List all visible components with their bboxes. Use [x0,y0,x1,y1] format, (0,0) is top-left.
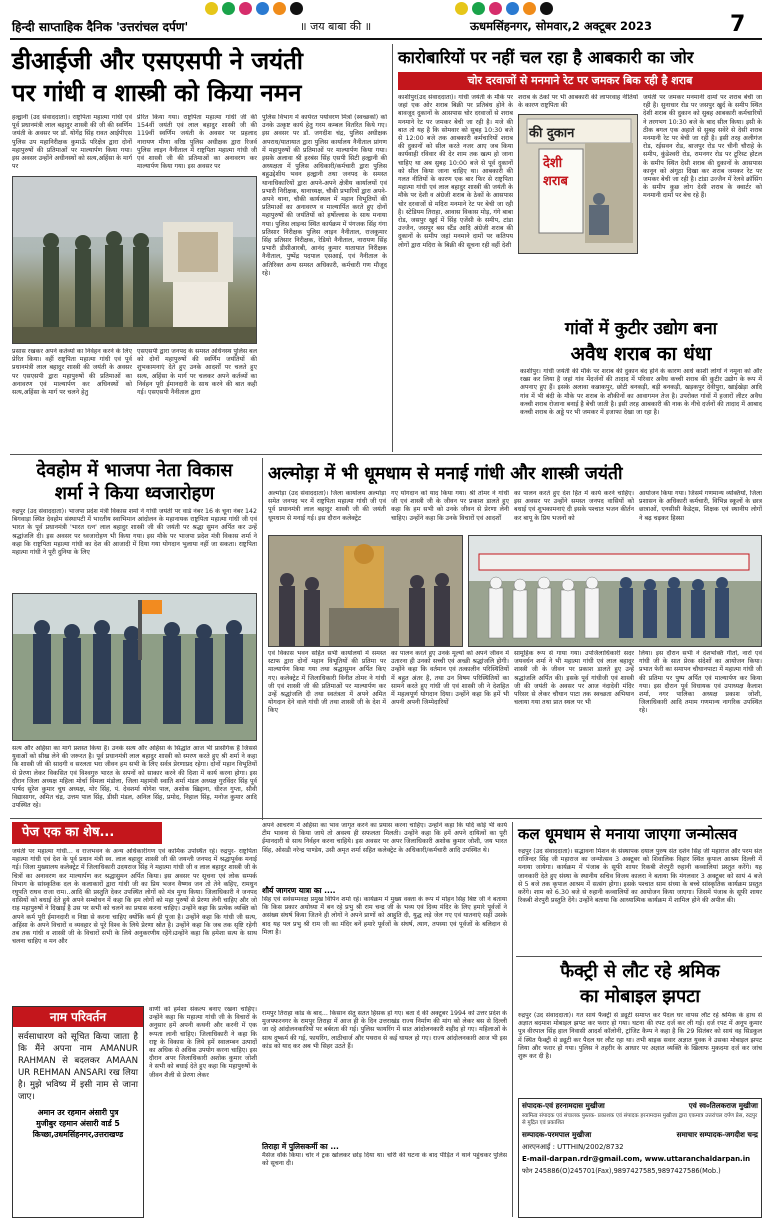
divider-v-2 [262,458,263,820]
photo-liquor-shop [518,114,638,254]
imprint-box [518,1098,762,1218]
headline-dig-ssp-2: पर गांधी व शास्त्री को किया नमन [12,79,302,107]
color-dots [0,0,770,16]
continued-truck-body: मैसेज वॉर्क किया। चोर ने ट्रक खोलकर छोड़ दिया था। चोरी की घटना के बाद पीड़ित ने थाने पहुंचकर पुलिस को सूचना दी। [262,1152,507,1168]
dot-3 [239,2,252,15]
headline-devhom-2: शर्मा ने किया ध्वजारोहण [54,483,215,504]
photo-dig-ceremony [12,176,257,344]
dot-1 [205,2,218,15]
headline-mobile-2: का मोबाइल झपटा [580,986,700,1007]
name-change-body: सर्वसाधारण को सूचित किया जाता है कि मैंने अपना नाम AMANUR RAHMAN से बदलकर AMAAN UR REHMAN ANSARI रख लिया है। मुझे भविष्य में इसी नाम से जाना जाए। [18,1032,138,1102]
dig-col-1: हल्द्वानी (उद संवाददाता)। राष्ट्रपिता महात्मा गांधी एवं पूर्व प्रधानमंत्री लाल बहादुर शास्त्री की जी की स्वर्णिम जयंती के अवसर पर डॉ. योगेंद्र सिंह रावत आईपीएस पुलिस उप महानिरीक्षक कुमाऊँ परिक्षेत्र द्वारा दोनों महापुरुषों की प्रतिमाओं पर माल्यार्पण किया गया। इस अवसर उन्होंने अधीनस्थों को सत्य,अहिंसा के मार्ग पर [12,114,132,171]
shop-sign-2: देशी शराब [543,156,568,189]
imprint-body: स्वामित्व संपादक एवं संचालक पुस्तक- प्रकाशक एवं संपादक हरनामदास मुखीजा द्वारा एकमात्र उत्तरांचल दर्पण प्रेस, रुद्रपुर से मुद्रित एवं प्रकाशित [522,1113,758,1126]
mobile-body: रुद्रपुर (उद संवाददाता)। गत सायं फैक्ट्री से ड्यूटी समाप्त कर पैदल घर वापस लौट रहे श्रमिक के हाथ से अज्ञात बदमाश मोबाइल झपट कर फरार हो गया। घटना की रपट दर्ज कर ली गई। दर्ज रपट में अनूप कुमार पुत्र वीरपाल सिंह हाल निवासी आदर्श कॉलोनी, ट्रांजिट कैम्प ने कहा है कि 29 सितंबर को सायं वह सिडकुल में स्थित फैक्ट्री से ड्यूटी कर पैदल घर लौट रहा था। तभी बाइक सवार अज्ञात युवक ने उसका मोबाइल झपट लिया और फरार हो गया। पुलिस ने तहरीर के आधार पर अज्ञात व्यक्ति के खिलाफ मुकदमा दर्ज कर जांच शुरू कर दी है। [518,1012,762,1061]
photo-almora-procession-illustration [469,536,762,647]
almora-col-2: गए योगदान को याद किया गया। श्री तोमर ने गांधी जी एवं शास्त्री जी के जीवन पर प्रकाश डालते हुए कहा कि हम सभी को उनके जीवन से प्रेरणा लेनी चाहिए। उन्होंने कहा कि उनके विचारों एवं आदर्शों [391,490,509,522]
dot-4 [256,2,269,15]
divider-v-3 [512,822,513,1217]
name-change-signoff-1: अमान उर रहमान अंसारी पुत्र [37,1108,119,1117]
headline-devhom-1: देवहोम में भाजपा नेता विकास [36,460,233,481]
shop-sign-1: की दुकान [529,126,575,141]
imprint-sub-editor: सम्पादक-परमपाल मुखीजा [522,1130,592,1139]
name-change-signoff-3: किच्छा,उधमसिंहनगर,उत्तराखण्ड [32,1130,124,1139]
almora-b-2: का पालन करते हुए उनके मूल्यों को अपने जीवन में उतारना ही उनको सच्ची एवं अच्छी श्रद्धांजलि होगी। उन्होंने कहा कि वर्तमान एवं तत्कालीन परिस्थितियों में बहुत अंतर है, तथा उन विषम परिस्थितियों का सामने करते हुए गांधी जी एवं शास्त्री जी ने देशहित में महत्वपूर्ण योगदान दिया। उन्होंने कहा कि हमें भी अपनी अपनी जिम्मेदारियों [391,650,509,707]
subhead-abkari: चोर दरवाजों से मनमाने रेट पर जमकर बिक रही है शराब [398,72,762,90]
dot-5 [273,2,286,15]
continued-col-2: अपने आचरण में अहिंसा का भाव जागृत करने का प्रयास करना चाहिए। उन्होंने कहा कि यदि कोई भी कार्य टीम भावना से किया जाये तो अवश्य ही सफलता मिलती। उन्होंने कहा कि हमें अपने दायित्वों का पूरी ईमानदारी से साथ निर्वहन करना चाहिये। इस अवसर पर अपर जिलाधिकारी अशोक कुमार जोशी, जय भारत सिंह, ओसडी नरेन्द्र पाण्डेय, उसी अमृत शर्मा सहित कलेक्ट्रेट के अधिकारी/कर्मचारी आदि उपस्थित थे। [262,822,507,854]
continued-b-body: सिंह एवं सर्वसम्मवक्ष प्रमुख विपिन शर्मा रहे। कार्यक्रम में मुख्य वक्ता के रूप में मोहन सिंह बिष्ट जी ने बताया कि किस प्रकार अयोध्या में बन रहे प्रभु श्री राम चन्द्र जी के भव्य एवं दिव्य मंदिर के लिए हमारे पूर्वजों ने असंख्य संघर्ष किया जितने ही लोगों ने अपने प्राणों को आहुति दी, युद्ध लड़े जेल गए एवं यातनाएं सहीं उसके बाद यह पल प्रभु श्री राम जी का मंदिर बनें हमारे पूर्वजों के संघर्ष, त्याग, तपस्या एवं पूर्वजों के बलिदान से मिला है। [262,896,507,936]
paper-name: हिन्दी साप्ताहिक दैनिक 'उत्तरांचल दर्पण' [12,20,189,34]
headline-kuteer-2: अवैध शराब का धंधा [570,343,712,365]
continued-truck-head: तिराहा में पुलिसकर्मी का ... [262,1142,339,1151]
dig-col-2: प्रेरित किया गया। राष्ट्रपिता महात्मा गांधी जी की 154वीं जयंती एवं लाल बहादुर शास्त्री जी की 119वीं स्वर्णिम जयंती के अवसर पर प्रहलाद नारायण मीणा वरिष्ठ पुलिस अधीक्षक द्वारा रिजर्व पुलिस लाइन नैनीताल में राष्ट्रपिता महात्मा गांधी जी एवं शास्त्री जी की प्रतिमाओं का अनावरण कर माल्यार्पण किया गया। इस अवसर पर [137,114,257,171]
place-date: ऊधमसिंहनगर, सोमवार,2 अक्टूबर 2023 [470,19,652,33]
continued-bottom: रामपुर तिराहा कांड के बाद... किसान सेतु सतत हिंसक हो गए। बता दें की अक्टूबर 1994 को उत्तर प्रदेश के मुजफ्फरनगर के रामपुर तिराहा में आज ही के दिन उत्तराखंड राज्य निर्माण की मांग को लेकर बस से दिल्ली जा रहे आंदोलनकारियों पर बर्बरता की गई। पुलिस फायरिंग में सात आंदोलनकारी शहीद हो गए। महिलाओं के साथ दुष्कर्म की गई, फायरिंग, लाठीचार्ज और पथराव से कई घायल हो गए। राज्य आंदोलनकारी आज भी इस कांड को याद कर अब भी सिहर उठते हैं। [262,1010,507,1050]
page-number: 7 [730,12,746,37]
dot-7 [455,2,468,15]
photo-devhom-illustration [13,594,257,741]
center-motto: ॥ जय बाबा की ॥ [300,20,372,33]
imprint-line-1 [522,1101,758,1111]
imprint-founder: एवं स्व०तिलकराज मुखीजा [688,1101,758,1110]
headline-janmotsav: कल धूमधाम से मनाया जाएगा जन्मोत्सव [518,825,738,843]
name-change-box [12,1006,144,1218]
divider-h-2 [10,818,762,819]
almora-b-4: लिया। इस दौरान सभी ने देशभक्ति गीतों, नारों एवं गांधी जी के सात प्रेरक संदेशों का आयोजन किया। प्रभात फेरी का समापन चौघानपाटा में महात्मा गांधी जी की प्रतिमा पर पुष्प अर्पित एवं माल्यार्पण कर किया गया। इस दौरान पूर्व विधायक एवं उपाध्यक्ष कैलाश शर्मा, नगर पालिका अध्यक्ष प्रकाश जोशी, जिलाधिकारी आदि तमाम गणमान्य नागरिक उपस्थित रहे। [639,650,762,715]
headline-abkari: कारोबारियों पर नहीं चल रहा है आबकारी का जोर [398,48,694,67]
name-change-signoff-2: मुजीबुर रहमान अंसारी वार्ड 5 [36,1119,120,1128]
dot-10 [506,2,519,15]
dig-col-1b: प्रसास रखकर अपने कर्तव्यों का निर्वहन करने के लिए प्रेरित किया। वहीं राष्ट्रपिता महात्मा गांधी एवं पूर्व प्रधानमंत्री लाल बहादुर शास्त्री की जयंती के अवसर पर एसएसपी द्वारा महापुरुषों की प्रतिमाओं का अनावरण एवं माल्यार्पण कर अधिनस्थों को सत्य,अहिंसा के मार्ग पर चलने हेतु [12,348,132,397]
imprint-rni: आरएनआई : UTTHIN/2002/8732 [522,1143,624,1151]
almora-col-1: अल्मोड़ा (उद संवाददाता)। जिला कार्यालय अल्मोड़ा समेत जनपद भर में राष्ट्रपिता महात्मा गांधी जी एवं पूर्व प्रधानमंत्री लाल बहादुर शास्त्री जी की जयंती धूमधाम से मनाई गई। इस दौरान कलेक्ट्रेट [268,490,386,522]
continued-col-1: जयंती पर महात्मा गांधी... व राजभवन के अन्य अधिकारीगण एवं कार्मिक उपस्थित रहे। रुद्रपुर- राष्ट्रपिता महात्मा गांधी एवं देश के पूर्व प्रधान मंत्री स्व. लाल बहादुर शास्त्री जी की जयन्ती जनपद में श्रद्धापूर्वक मनाई गई। जिला मुख्यालय कलेक्ट्रेट में जिलाधिकारी उदयराज सिंह ने महात्मा गांधी जी व लाल बहादुर शास्त्री जी के चित्रों का अनावरण कर माल्यार्पण कर श्रद्धासुमन अर्पित किया। इस अवसर पर सूचना एवं लोक सम्पर्क विभाग के सांस्कृतिक दल के कलाकारों द्वारा गांधी जी का प्रिय भजन वैष्णव जन तो तेने कहिए, रामधुन रघुपति राघव राजा राम।..आदि की प्रस्तुति देकर उपस्थित लोगों को मंत्र मुग्ध किया। जिलाधिकारी ने जनपद वासियों को बधाई देते हुये अपने सम्बोधन में कहा कि हम लोगों को महा पुरुषों से प्रेरणा लेनी चाहिए और जो राह महापुरुषों ने दिखाई है उस पर सभी को चलने का प्रयास करना चाहिए। उन्होंने कहा कि प्रत्येक व्यक्ति को अपने कर्म पूरी ईमानदारी व निष्ठा से करना चाहिए क्योंकि कर्म ही पूजा है। उन्होंने कहा कि गांधी जी सत्य, अहिंसा के अपने विचारों व व्यवहार से पूरे विश्व के लिये प्रेरणा स्रोत है। उन्होंने कहा कि जब तक सृष्टि रहेगी तब तक गांधी व शास्त्री जी के विचारों सभी के लिये अनुकरणीय रहेंगे।उन्होंने कहा कि हमेशा सत्य के साथ चलना चाहिए व मन और [12,848,257,946]
divider-v-1 [392,44,393,452]
dot-11 [523,2,536,15]
devhom-body-2: सत्य और अहिंसा का मार्ग प्रशस्त किया है। उनके सत्य और अहिंसा के सिद्धांत आज भी प्रासंगिक हैं जिससे युवाओं को सीख लेने की जरूरत है। पूर्व प्रधानमंत्री लाल बहादुर शास्त्री को स्मरण करते हुए श्री शर्मा ने कहा कि शास्त्री जी की सादगी व सरलता भरा जीवन हम सभी के लिए सर्वत्र प्रेरणाप्रद रहेगा। दोनों महान विभूतियों से प्रेरणा लेकर विकसित एवं विश्वगुरु भारत के सपनों को साकार करने की दिशा में कार्य करना होगा। इस दौरान जिला अध्यक्ष महिला मोर्चा विमला मंडोला, जिला महामंत्री स्वाति शर्मा मंडल अध्यक्ष गुरविंदर सिंह पूर्व पार्षद सुरेश कुमार चुघ अध्यक्ष, मोर सिंह, पं. देवशर्मा योगेश पाल, अशोक खिद्दाना, धीरज गुप्ता, सौवी विद्यासागर, अमित चंद्र, उत्तम पाल सिंह, डीसी मंडल, अनिल सिंह, प्रमोद, निहाल सिंह, मनोज कुमार आदि उपस्थित रहे। [12,745,257,810]
headline-dig-ssp-1: डीआईजी और एसएसपी ने जयंती [12,47,303,75]
headline-mobile-1: फैक्ट्री से लौट रहे श्रमिक [560,961,720,982]
photo-dig-illustration [13,177,257,344]
continued-b-head: शौर्य जागरण यात्रा का .... [262,886,336,895]
imprint-line-2 [522,1130,758,1140]
almora-col-3: का पालन करते हुए देश हित में कार्य करने चाहिए। इस अवसर पर उन्होंने समस्त जनपद वासियों को बधाई एवं शुभकामनाएं दी इसके पश्चात भजन कीर्तन कर बापू के प्रिय भजनों को [514,490,634,522]
dot-6 [290,2,303,15]
almora-b-1: एवं विकास भवन सहित सभी कार्यालयों में समस्त स्टाफ द्वारा दोनों महान विभूतियों की प्रतिमा पर माल्यार्पण किया गया तथा श्रद्धासुमन अर्पित किए गए। कलेक्ट्रेट में जिलाधिकारी विनीत तोमर ने गांधी जी एवं शास्त्री जी की प्रतिमाओं पर माल्यार्पण कर उन्हें श्रद्धांजलि दी तथा स्वतंत्रता में अपने अमित योगदान देने वाले गांधी जी तथा शास्त्री जी के देश में किए [268,650,386,715]
dot-9 [489,2,502,15]
almora-b-3: सामूहिक रूप से गाया गया। उपजिलाधिकारी सदर जयवर्धन शर्मा ने भी महात्मा गांधी एवं लाल बहादुर शास्त्री जी के जीवन पर प्रकाश डालते हुए उन्हें श्रद्धांजलि अर्पित की। इसके पूर्व गांधीजी एवं शास्त्री जी की जयंती के अवसर पर आज नंदादेवी मंदिर परिसर से लेकर चौघान पाटा तक स्वच्छता अभियान चलाया गया तथा प्रात स्थल पर भी [514,650,634,707]
dig-col-3: पुलिस विभाग में कार्यरत पर्यावरण मित्रों (स्वच्छकों) को उनके उत्कृष्ट कार्य हेतु गरम कम्बल वितरित किये गए। इस अवसर पर डॉ. जगदीश चंद्र, पुलिस अधीक्षक अपराध/यातायात द्वारा पुलिस कार्यालय नैनीताल प्रांगण में महापुरुषों की प्रतिमाओं पर माल्यार्पण किया गया। इसके अलावा श्री हरबंस सिंह एसपी सिटी हल्द्वानी की अध्यक्षता में पुलिस अधिकारी/कर्मचारी द्वारा पुलिस बहुउद्देशीय भवन हल्द्वानी तथा जनपद के समस्त थानाधिकारियों द्वारा अपने-अपने क्षेत्रीय कार्यालयों एवं प्रभारी निरीक्षक, थानाध्यक्ष, चौकी प्रभारियों द्वारा अपने-अपने थाना, चौकी कार्यस्थल में महान विभूतियों की प्रतिमाओं का अनावरण व माल्यार्पित करते हुए दोनों महापुरुषों की जयंतियों को हर्षोल्लास के साथ मनाया गया। पुलिस लाइन्स स्थित कार्यक्रम में पंगजक सिंह गंगा प्रतिसार निरीक्षक पुलिस लाइन नैनीताल, राजकुमार सिंह प्रतिसार निरीक्षक, रेडियो नैनीताल, नारायण सिंह प्रभारी डीसीआरबी, आनंद कुमार यातायात निरीक्षक नैनीताल, पुष्पेंद्र पदपाल एसआई, एवं नैनीताल के अतिरिक्त अन्य समस्त अधिकारी, कर्मचारी गण मौजूद रहे। [262,114,387,277]
header-rule [10,38,762,40]
abkari-col-1: शराब के ठेकों पर भी आबकारी की लापरवाह नीतियों के कारण राष्ट्रपिता की [518,94,638,110]
kuteer-body: काशीपुर। गांधी जयंती की मौके पर शराब की दुकान बंद होने के कारण आधे काशी लोगों ने नमूना को और रख्स कर लिया है जहां गांव मेंदर्जनों की तादाद में परिवार अवैध कच्ची शराब की कुटीर उद्योग के रूप में अपनाए हुए हैं। इसके अलावा कन्नाकपुर, छोटी बनकड़ी, बड़ी बनकड़ी, खड़कपुर देवीपुरा, खाईखेड़ा आदि गांव में भी बंदी के मौके पर शराब के शौकीनों का आवागमन तेज है। उपरोक्त गांवों में हजारों लीटर अवैध कच्ची शराब रोजाना बनाई है बेची जाती है। इसी तरह आबकारी की नाक के नीचे दर्जनों की तादाद में आबाद कच्ची शराब के अड्डे पर भी जमकर में इजाफा देखा जा रहा है। [520,368,762,417]
dot-2 [222,2,235,15]
imprint-editor: संपादक-एवं हरनामदास मुखीजा [522,1101,605,1110]
divider-h-1 [10,454,762,455]
section-title-continued: पेज एक का शेष... [12,822,162,844]
continued-middle: वाणी को हमेशा संकल्प बनाए रखना चाहिए। उन्होंने कहा कि महात्मा गांधी जी के विचारों के अनुसार हमें अपनी कथनी और करनी में एक रूपता लानी चाहिए। जिलाधिकारी ने कहा कि राष्ट्र के विकास के लिये हमें स्वालम्बन उत्पादों का अधिक से अधिक उपयोग करना चाहिए। इस दौरान अपर जिलाधिकारी अशोक कुमार जोशी ने सभी को बधाई देते हुए कहा कि महापुरुषों के जीवन शैली से प्रेरणा लेकर [149,1006,257,1079]
almora-col-4: आयोजन किया गया। जिसमें गणमान्य व्यक्तियों, जिला प्रशासन के अधिकारी कर्मचारी, विभिन्न स्कूलों के छात्र छात्राओं, एनसीसी कैडेट्स, शिक्षक एवं स्थानीय लोगों ने बढ़ चढ़कर हिस्सा [639,490,762,522]
janmotsav-body: रुद्रपुर (उद संवाददाता)। सद्भावना मिशन के संस्थापक दयाल पुरुष संत दर्शन सिंह जी महाराज और परम संत राजिन्दर सिंह जी महाराज का जन्मोत्सव 3 अक्टूबर को शिवालिक विहार स्थित कृपाल आश्रम दिल्ली में मनाया जायेगा। कार्यक्रम में पंजाब के सूफी शायर रिकबी शेरपुरी रुहानी कव्वालियां प्रस्तुत करेंगे। यह जानकारी देते हुए संस्था के स्थानीय सचिव विजय कालरा ने बताया कि मंगलवार 3 अक्टूबर को सायं 4 बजे से 5 बजे तक कृपाल आश्रम में सत्संग होगा। इसके पश्चात साम संध्या के बच्चे सांस्कृतिक कार्यक्रम प्रस्तुत करेंगे। शाम को 6.30 बजे से रुहानी कव्वालियों का आयोजन किया जाएगा। जिसमें पंजाब के सूफी शायर रिकबी शेरपुरी प्रस्तुति देंगे। उन्होंने बताया कि आध्यात्मिक कार्यक्रम में शामिल होने की अपील की। [518,848,762,905]
dot-8 [472,2,485,15]
imprint-email: E-mail-darpan.rdr@gmail.com, www.uttaranchaldarpan.in [522,1155,751,1163]
name-change-title: नाम परिवर्तन [13,1007,143,1027]
dig-col-2b: एसएसपी द्वारा जनपद के समस्त अधिनस्थ पुलिस बल को दोनों महापुरुषों की स्वर्णिम जयंतियों की शुभकामनाएं देते हुए उनके आदर्शों पर चलते हुए सत्य, अहिंसा के मार्ग पर चलकर अपने कर्तव्यों का निर्वहन पूरी ईमानदारी के साथ करने की बात कही गई। एसएसपी नैनीताल द्वारा [137,348,257,397]
divider-h-3 [516,956,762,957]
photo-almora-procession [468,535,762,647]
imprint-news-editor: समाचार सम्पादक-जगदीश चन्द्र [676,1130,758,1139]
headline-almora: अल्मोड़ा में भी धूमधाम से मनाई गांधी और शास्त्री जयंती [268,464,623,484]
abkari-col-2: काशीपुर(उद संवाददाता)। गांधी जयंती के मौके पर जहां एक ओर शराब बिक्री पर प्रतिबंध होने के बावजूद दुकानों के आसपास चोर दरवाजों से शराब मनमाने रेट पर जमकर बेची जा रही है। मजे की बात तो यह है कि सोमवार को सुबह 10:30 बजे से 12:00 बजे तक आबकारी कर्मचारियों शराब की दुकानों को सील करते नजर आए जब किया कार्यवाही रविवार की देर शाम तक खत्म हो जाना चाहिए था अब सुबह 10:00 बजे से पूर्व दुकानों को सील किया जाना चाहिए था। आबकारी की गलत नीतियों के कारण एक बार फिर से राष्ट्रपिता महात्मा गांधी एवं लाल बहादुर शास्त्री की जयंती के मौके पर देशी व अंग्रेजी शराब के ठेकों के आसपास चोर दरवाजों से मदिरा मनमाने रेट पर बेची जा रही है। स्टेडियम तिराहा, आवास विकास मोड़, गंगे बाबा रोड, जसपुर खुर्द में सिंह एजेंसी के समीप, टांडा उज्जैन, जसपुर बस स्टैंड आदि अंग्रेजी शराब की दुकानों के समीप जहां मनमाने दामों पर कतिपय लोगों द्वारा मदिरा के बिक्री की सूचना रही वहीं देशी [398,94,513,249]
abkari-col-3: जयंती पर जमकर मनमानी दामों पर शराब बेची जा रही है। सुनाधार रोड पर जसपुर खुर्द के समीप स्थित देशी शराब की दुकान को सुबह आबकारी कर्मचारियों ने तरगभग 10:30 बजे के बाद सील किया। इसी के ठीक बगल एक अहाते से सुबह सवेरे से देसी शराब मनमानी रेट पर बेची जा रही है। इसी तरह अलीगंज रोड, रईसवन रोड, बाजपुर रोड पर चीनी चौराहे के समीप, कुंडेश्वरी रोड, रामनगर रोड पर टूरिस्ट होटल के समीप स्थित देसी शराब की दुकानों के आसपास कानून को अंगूठा दिखा कर शराब जमकर रेट पर जमकर बेची जा रही है। टांडा उज्जैन में रेलवे क्रॉसिंग के समीप कुछ लोग देसी शराब के क्वार्टर को मनमानी दामों पर बेच रहे हैं। [643,94,762,200]
photo-almora-statue-illustration [269,536,463,647]
photo-devhom [12,593,257,741]
headline-kuteer-1: गांवों में कुटीर उद्योग बना [564,319,718,339]
masthead [0,0,770,40]
dot-12 [540,2,553,15]
photo-almora-statue [268,535,463,647]
devhom-body: रुद्रपुर (उद संवाददाता)। भाजपा प्रदेश मंत्री विकास शर्मा ने गांधी जयंती पर वार्ड नंबर 16 के चूना नंबर 142 बिगवाड़ा स्थित देवहोम संस्थापटी में भारतीय स्वाभिमान आंदोलन के महानायक राष्ट्रपिता महात्मा गांधी जी एवं भारत के पूर्व प्रधानमंत्री 'भारत रत्न' लाल बहादुर शास्त्री जी की जयंती पर श्रद्धा सुमन अर्पित कर उन्हें श्रद्धांजलि दी। इस अवसर पर ध्वजारोहण भी किया गया। इस मौके पर भाजपा प्रदेश मंत्री विकास शर्मा ने कहा कि राष्ट्रपिता महात्मा गांधी का देश की आजादी में दिया गया योगदान भुलाया नहीं जा सकता। राष्ट्रपिता महात्मा गांधी ने पूरी दुनिया के लिए [12,508,257,557]
imprint-phone: फोन 245886(O)245701(Fax),9897427585,9897427586(Mob.) [522,1167,721,1175]
